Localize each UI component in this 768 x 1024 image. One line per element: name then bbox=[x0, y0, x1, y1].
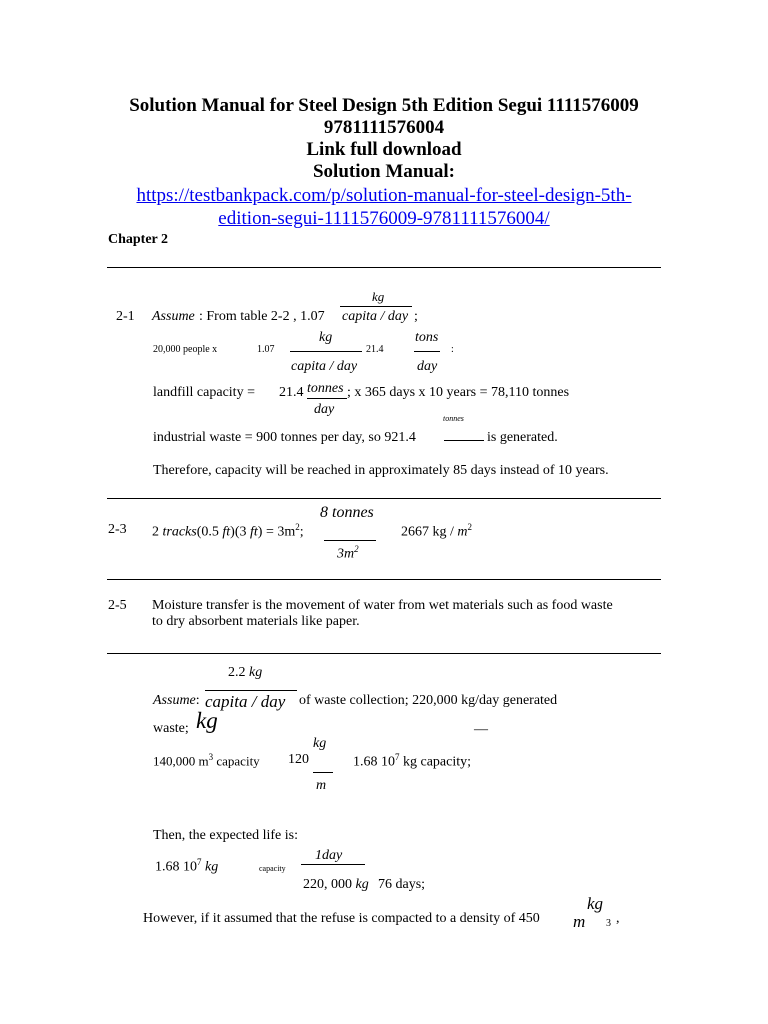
divider-2 bbox=[107, 498, 661, 499]
p23-number: 2-3 bbox=[108, 522, 127, 537]
p25-capacity-small: capacity bbox=[259, 864, 286, 873]
p21-capita-day-2: capita / day bbox=[291, 359, 358, 374]
p25-capita-day: capita / day bbox=[205, 692, 286, 711]
download-link-line-1[interactable]: https://testbankpack.com/p/solution-manual-for-steel-design-5th- bbox=[136, 185, 632, 206]
p21-tonnes-small: tonnes bbox=[443, 414, 464, 423]
p21-fraction-bar-4 bbox=[307, 398, 347, 399]
p23-denominator: $3m^2$ bbox=[337, 544, 359, 562]
p23-result: 2667 kg / $m^2$ bbox=[401, 522, 473, 540]
p21-from-table: : From table 2-2 , 1.07 bbox=[199, 309, 325, 324]
p21-landfill-rest: ; x 365 days x 10 years = 78,110 tonnes bbox=[347, 385, 570, 400]
p21-fraction-bar-1 bbox=[340, 306, 412, 307]
p25-fraction-bar-1 bbox=[205, 690, 297, 691]
divider-4 bbox=[107, 653, 661, 654]
p21-number: 2-1 bbox=[116, 309, 135, 324]
p25-waste: waste; bbox=[153, 721, 189, 736]
p21-kg-top: kg bbox=[372, 289, 385, 304]
chapter-heading: Chapter 2 bbox=[108, 232, 169, 247]
p21-therefore: Therefore, capacity will be reached in approximately 85 days instead of 10 years. bbox=[153, 463, 609, 478]
p21-generated: is generated. bbox=[487, 430, 558, 445]
p21-capita-day: capita / day bbox=[342, 309, 409, 324]
p25-expected: Then, the expected life is: bbox=[153, 828, 298, 843]
p21-tons: tons bbox=[415, 330, 439, 345]
p25-value-168b: 1.68 $10^7$ kg bbox=[155, 857, 219, 875]
p21-fraction-bar-2 bbox=[290, 351, 362, 352]
p21-value-214: 21.4 bbox=[366, 344, 384, 355]
p25-kg-however: kg bbox=[587, 894, 604, 913]
p25-line-2: to dry absorbent materials like paper. bbox=[152, 614, 360, 629]
download-link-line-2[interactable]: edition-segui-1111576009-9781111576004/ bbox=[218, 208, 550, 229]
p25-line-1: Moisture transfer is the movement of water from wet materials such as food waste bbox=[152, 598, 613, 613]
p25-one-day: 1day bbox=[315, 848, 343, 863]
p21-industrial: industrial waste = 900 tonnes per day, so 921.4 bbox=[153, 430, 416, 445]
p25-value-220000: 220, 000 kg bbox=[303, 877, 369, 892]
p25-value-120: 120 bbox=[288, 752, 309, 767]
p25-capacity-140000: 140,000 $m^3$ capacity bbox=[153, 752, 260, 769]
p21-assume: Assume bbox=[152, 309, 195, 324]
p21-value-107: 1.07 bbox=[257, 344, 275, 355]
p21-day-2: day bbox=[314, 402, 335, 417]
title-line-4: Solution Manual: bbox=[312, 161, 455, 182]
p25-numerator: 2.2 kg bbox=[228, 665, 263, 680]
p21-fraction-bar-3 bbox=[414, 351, 440, 352]
p25-comma: , bbox=[616, 911, 620, 926]
p25-waste-collection: of waste collection; 220,000 kg/day generated bbox=[299, 693, 558, 708]
p25-m-however: m bbox=[573, 912, 586, 931]
p25-value-168: 1.68 $10^7$ kg capacity; bbox=[353, 752, 472, 770]
p21-colon: : bbox=[451, 344, 454, 355]
title-line-1: Solution Manual for Steel Design 5th Edition Segui 1111576009 bbox=[129, 95, 639, 116]
p25-fraction-bar-3 bbox=[301, 864, 365, 865]
p21-landfill-label: landfill capacity = bbox=[153, 385, 255, 400]
p25-fraction-bar-2 bbox=[313, 772, 333, 773]
p25-kg-mid: kg bbox=[313, 736, 327, 751]
p25-number: 2-5 bbox=[108, 598, 127, 613]
p25-kg-big: kg bbox=[196, 708, 218, 733]
p23-equation: 2 tracks(0.5 ft)(3 $ft) = 3m^2$; bbox=[152, 522, 304, 540]
p21-fraction-bar-5 bbox=[444, 440, 484, 441]
p25-m-denominator: m bbox=[316, 778, 327, 793]
title-line-3: Link full download bbox=[306, 139, 462, 160]
p25-days-76: 76 days; bbox=[378, 877, 426, 892]
p21-kg-2: kg bbox=[319, 330, 333, 345]
p21-value-214b: 21.4 bbox=[279, 385, 304, 400]
title-line-2: 9781111576004 bbox=[323, 117, 445, 138]
divider-1 bbox=[107, 267, 661, 268]
p23-tonnes-8: 8 tonnes bbox=[320, 504, 374, 521]
p21-people: 20,000 people x bbox=[153, 344, 218, 355]
p25-however: However, if it assumed that the refuse is compacted to a density of 450 bbox=[143, 911, 540, 926]
p25-dash: — bbox=[474, 722, 488, 737]
p25-sup3-however: 3 bbox=[606, 918, 611, 929]
p23-fraction-bar bbox=[324, 540, 376, 541]
p21-day: day bbox=[417, 359, 438, 374]
p25-assume: Assume: bbox=[153, 693, 200, 708]
divider-3 bbox=[107, 579, 661, 580]
p21-tonnes: tonnes bbox=[307, 381, 344, 396]
p21-semicolon: ; bbox=[414, 309, 418, 324]
